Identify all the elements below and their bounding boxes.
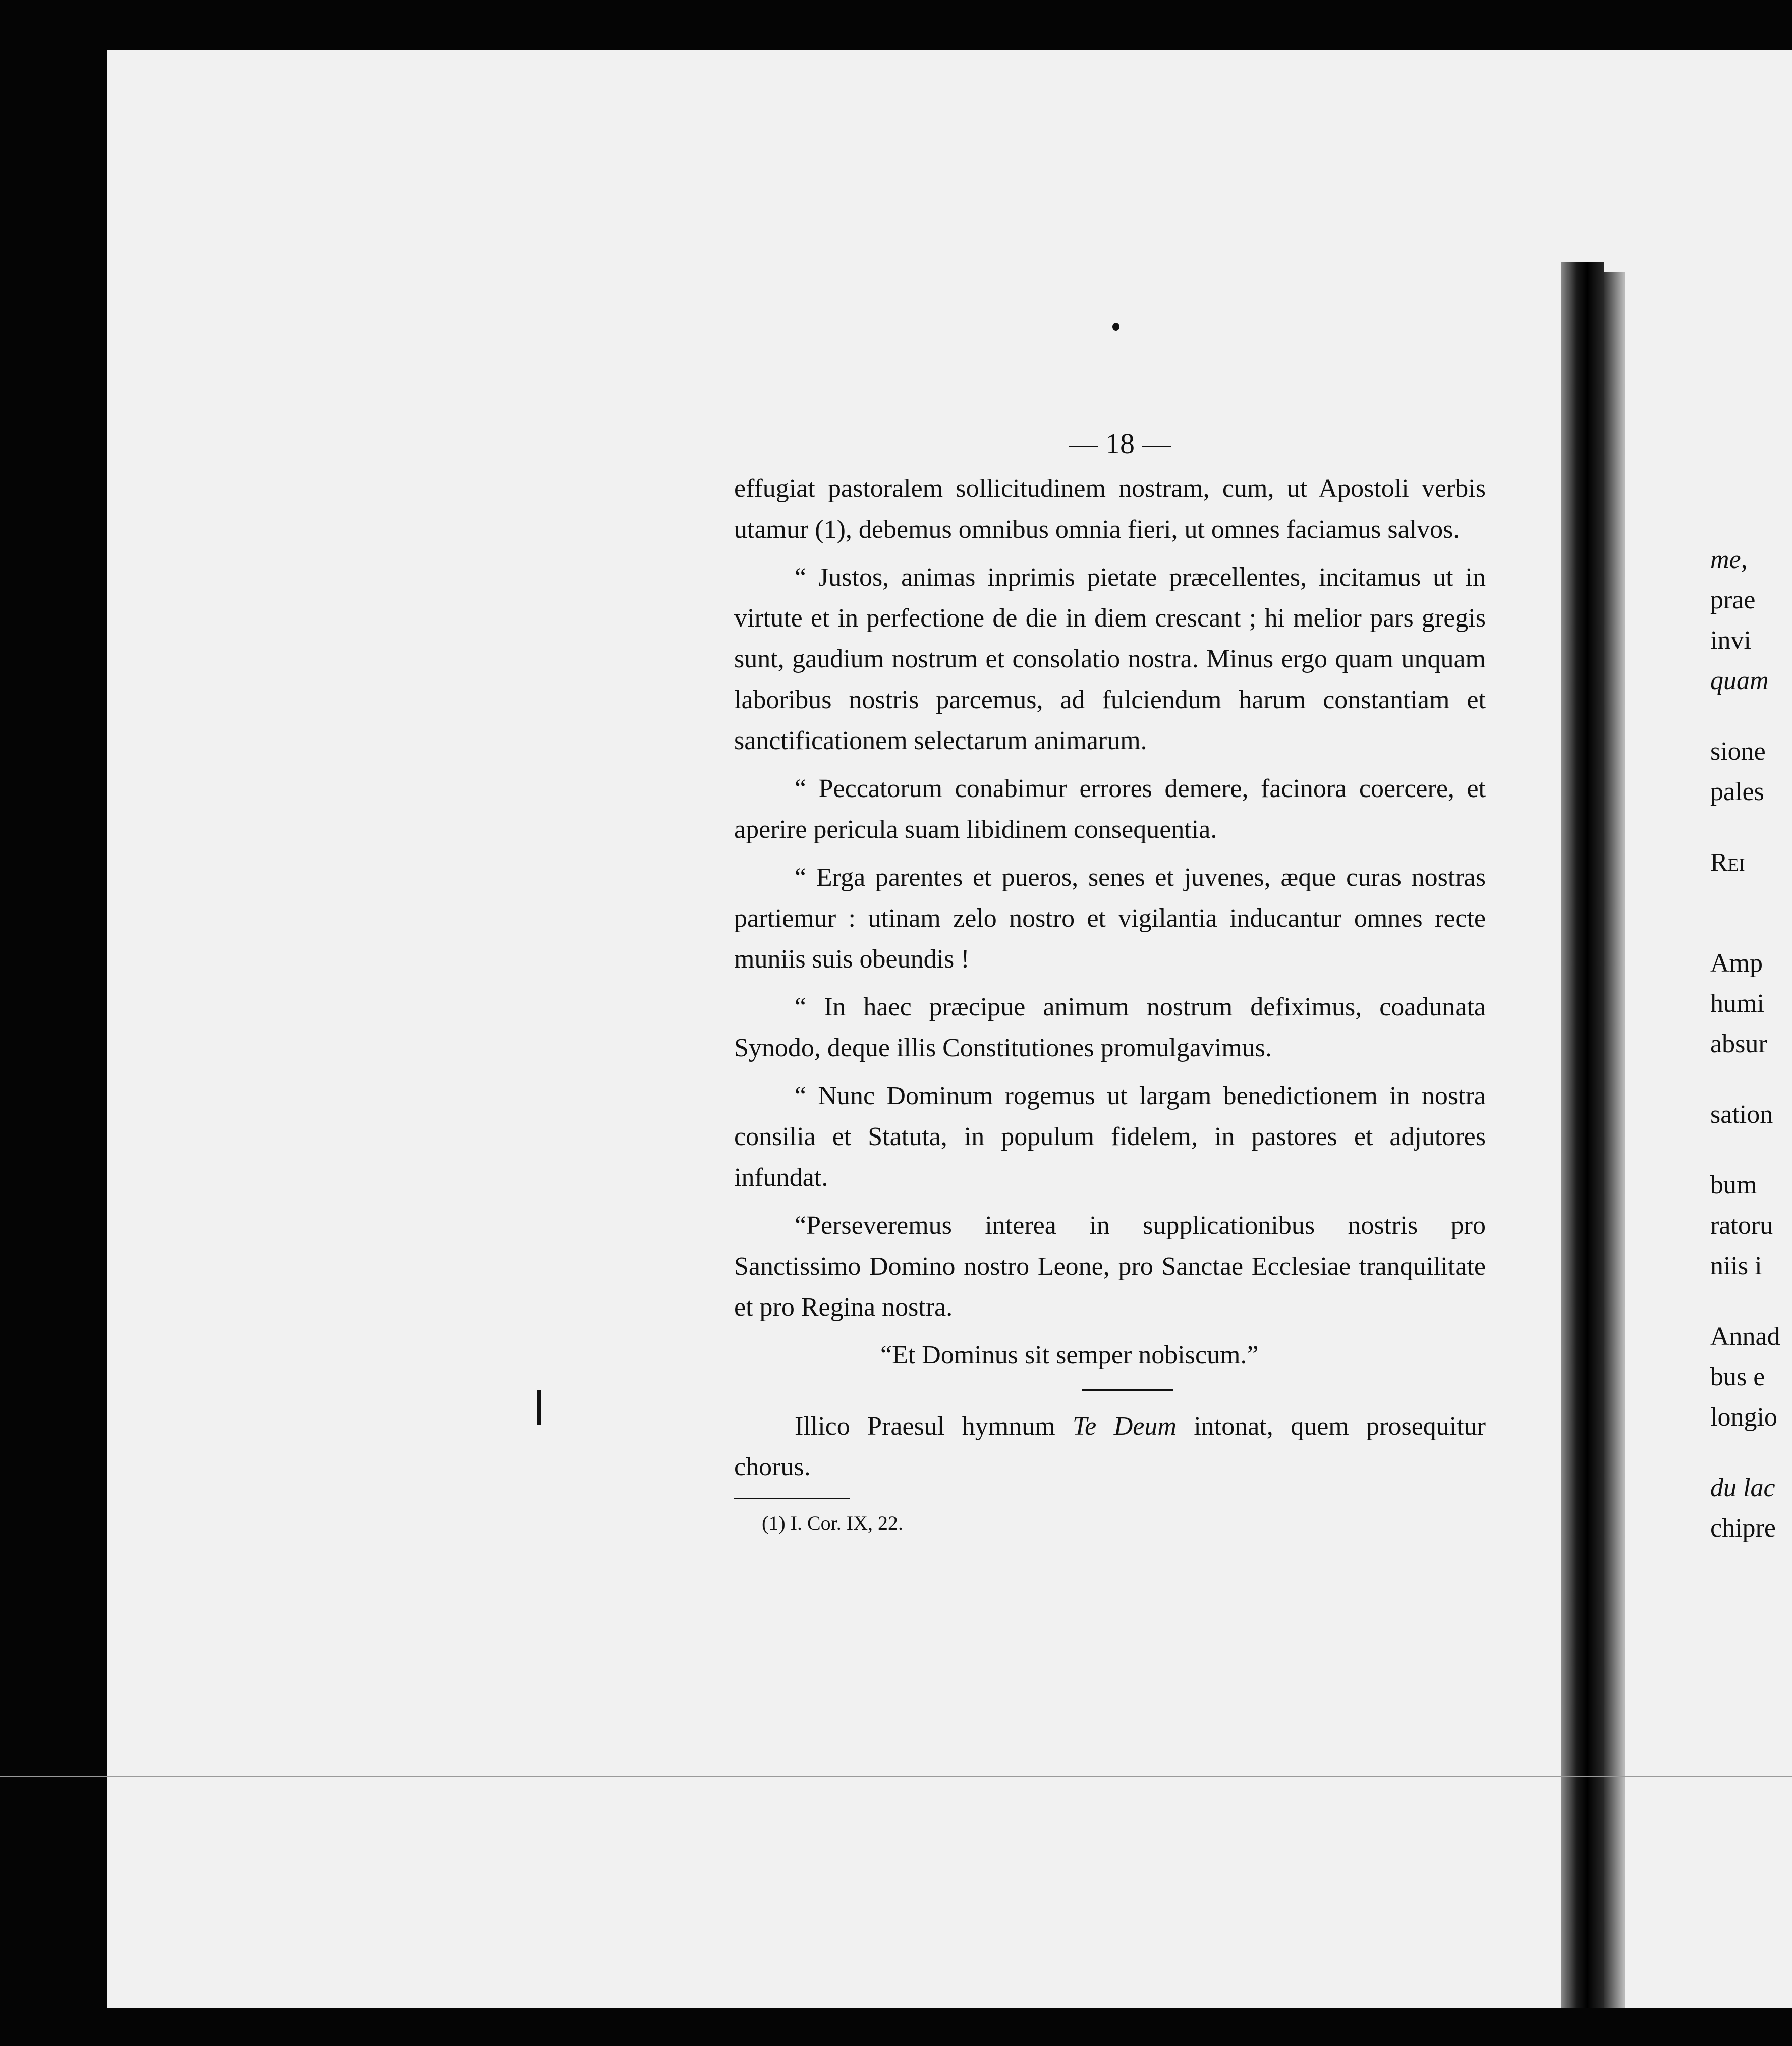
section-rule <box>1082 1389 1173 1391</box>
hymn-title: Te Deum <box>1073 1412 1177 1441</box>
facing-gap <box>1710 701 1792 731</box>
margin-mark <box>537 1390 541 1425</box>
left-page-text <box>734 424 1486 1538</box>
facing-gap <box>1710 883 1792 943</box>
paragraph-5: “ In haec præcipue animum nostrum defiximus, coadunata Synodo, deque illis Constitutiones promulgavimus. <box>734 993 1486 1062</box>
facing-line: du lac <box>1710 1473 1775 1502</box>
facing-gap <box>1710 812 1792 842</box>
facing-line: Amp <box>1710 949 1763 978</box>
final-paragraph-start: Illico Praesul hymnum <box>795 1412 1073 1441</box>
page-edge <box>1604 272 1625 2008</box>
facing-line: humi <box>1710 989 1764 1018</box>
closing-line: “Et Dominus sit semper nobiscum.” <box>880 1341 1259 1370</box>
final-paragraph-end: intonat, quem prosequitur chorus. <box>734 1412 1486 1482</box>
facing-gap <box>1710 1286 1792 1317</box>
facing-line: bum <box>1710 1171 1757 1200</box>
facing-gap <box>1710 1135 1792 1165</box>
page-number: — 18 — <box>1069 427 1171 460</box>
facing-line: Annad <box>1710 1322 1780 1351</box>
facing-line: niis i <box>1710 1252 1762 1280</box>
facing-line: chipre <box>1710 1514 1776 1543</box>
page-gutter-shadow <box>1561 262 1604 2008</box>
footnote: (1) I. Cor. IX, 22. <box>762 1512 903 1534</box>
paragraph-4: “ Erga parentes et pueros, senes et juvenes, æque curas nostras partiemur : utinam zelo nostro et vigilantia inducantur omnes recte muniis suis obeundis ! <box>734 863 1486 974</box>
facing-line: me, <box>1710 545 1748 574</box>
facing-line: prae <box>1710 586 1756 614</box>
facing-gap <box>1710 1064 1792 1095</box>
facing-line: sation <box>1710 1100 1773 1129</box>
scan-line <box>0 1776 1792 1777</box>
facing-line: ratoru <box>1710 1211 1773 1240</box>
footnote-rule <box>734 1498 850 1499</box>
facing-line: quam <box>1710 666 1769 695</box>
facing-line: longio <box>1710 1403 1777 1432</box>
paragraph-7: “Perseveremus interea in supplicationibus nostris pro Sanctissimo Domino nostro Leone, pro Sanctae Ecclesiae tranquilitate et pro Regina nostra. <box>734 1211 1486 1322</box>
facing-line: pales <box>1710 777 1764 806</box>
facing-line: sione <box>1710 737 1766 766</box>
ink-spot <box>1112 323 1119 331</box>
final-paragraph <box>734 1406 1486 1488</box>
facing-page-fragment <box>1710 540 1792 1549</box>
paragraph-2: “ Justos, animas inprimis pietate præcellentes, incitamus ut in virtute et in perfectione de die in diem crescant ; hi melior pars gregis sunt, gaudium nostrum et consolatio nostra. Minus ergo quam unquam laboribus nostris parcemus, ad fulciendum harum constantiam et sanctificationem selectarum animarum. <box>734 563 1486 755</box>
paragraph-1: effugiat pastoralem sollicitudinem nostram, cum, ut Apostoli verbis utamur (1), debemus omnibus omnia fieri, ut omnes faciamus salvos. <box>734 474 1486 544</box>
facing-line: bus e <box>1710 1362 1765 1391</box>
paragraph-6: “ Nunc Dominum rogemus ut largam benedictionem in nostra consilia et Statuta, in populum fidelem, in pastores et adjutores infundat. <box>734 1082 1486 1192</box>
facing-line: Rei <box>1710 848 1745 877</box>
paragraph-3: “ Peccatorum conabimur errores demere, facinora coercere, et aperire pericula suam libidinem consequentia. <box>734 774 1486 844</box>
facing-gap <box>1710 1438 1792 1468</box>
facing-line: absur <box>1710 1030 1767 1058</box>
facing-line: invi <box>1710 626 1751 655</box>
